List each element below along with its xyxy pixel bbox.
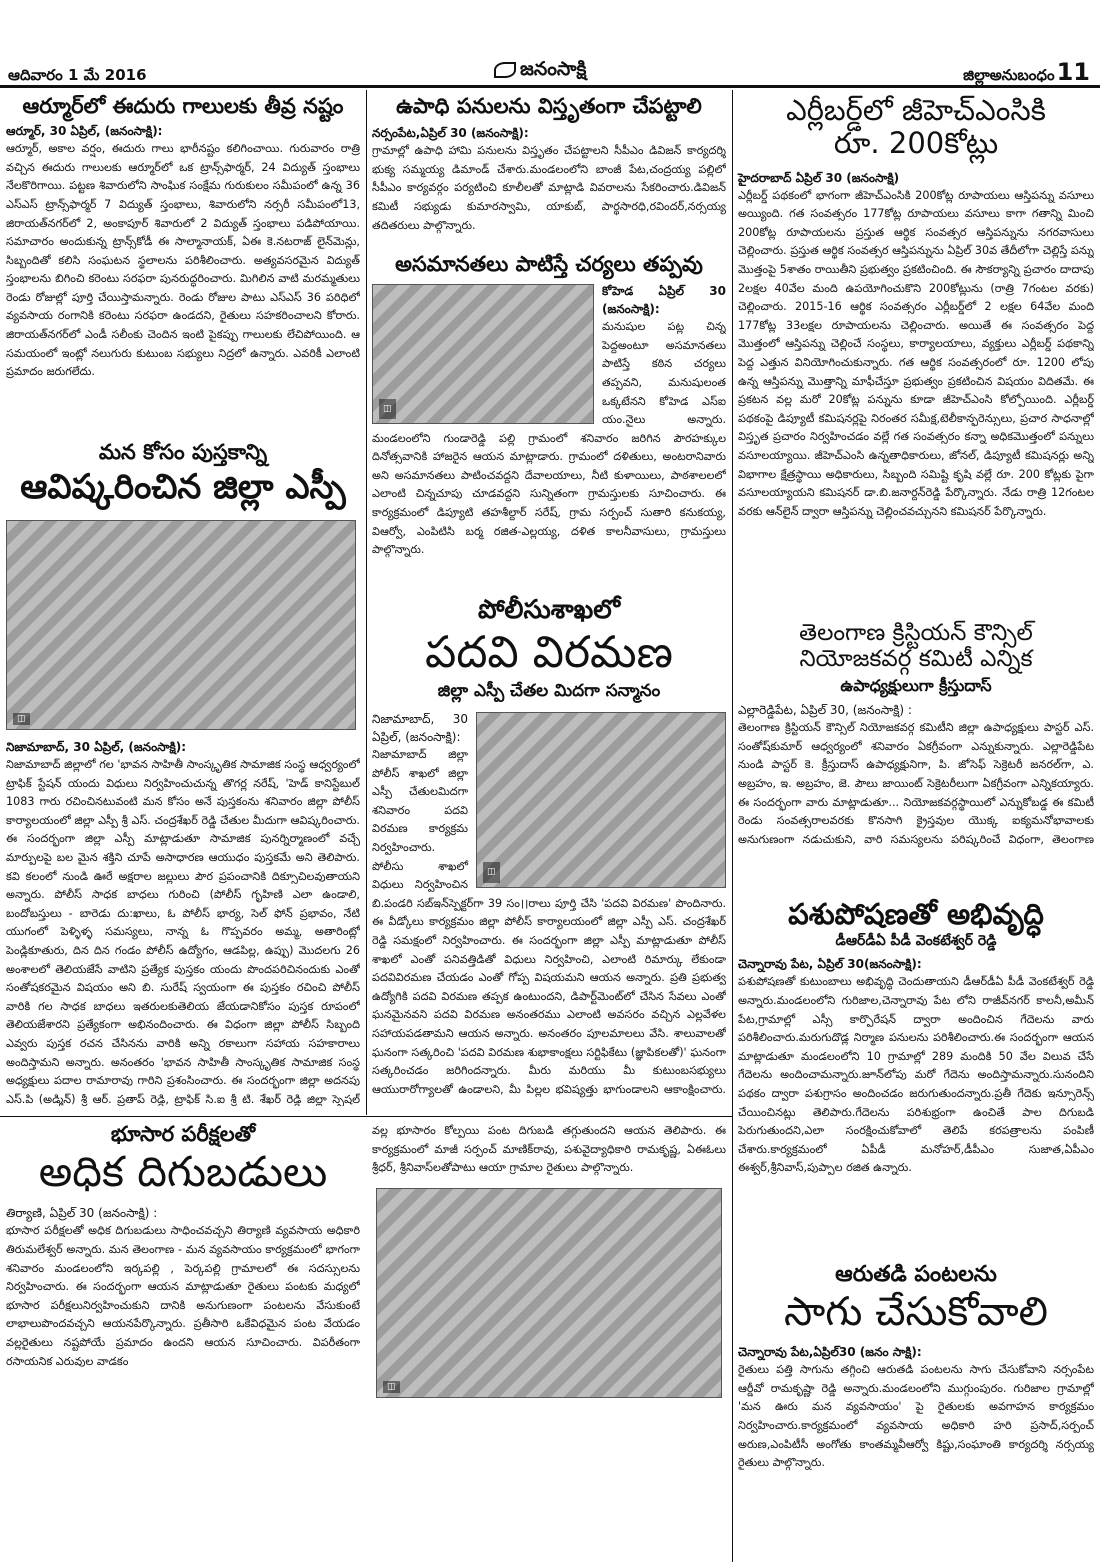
- article-storm-damage: [6, 94, 360, 454]
- farmers-meeting-photo: [376, 1188, 722, 1398]
- retirement-photo: [476, 712, 726, 888]
- article-body: భూసార పరీక్షలతో అధిక దిగుబడులు సాధించవచ్చని తిర్యాణి వ్యవసాయ అధికారి తిరుమలేశ్వర్ అన్నారు. మన తెలంగాణ - మన వ్యవసాయం కార్యక్రమంలో భాగంగా శనివారం మండలంలోని ఇర్కపల్లి , పెర్కపల్లి గ్రామాలలో ఈ సదస్సులను నిర్వహించారు. ఈ సందర్భంగా ఆయన మాట్లాడుతూ రైతులు పంటకు మధ్యలో భూసార పరీక్షలునిర్వహించుకుని దానికి అనుగుణంగా పంటలను వేసుకుంటే లాభాలుపొందవచ్చని ఆయనపేర్కొన్నారు. ప్రతీసారి ఒకేవిధమైన పంట వేయడం వల్లరైతులు నష్టపోయే ప్రమాదం ఉందని ఆయన సూచించారు. విపరీతంగా రసాయనిక ఎరువుల వాడకం: [6, 1224, 360, 1368]
- headline-line-2: నియోజకవర్గ కమిటీ ఎన్నిక: [799, 646, 1033, 673]
- article-book-launch: [6, 440, 360, 507]
- article-body-wrap: [372, 282, 726, 604]
- dateline: నర్సంపేట,ఏప్రిల్ 30 (జనంసాక్షి):: [372, 126, 529, 141]
- logo-text: జనంసాక్షి: [520, 58, 587, 80]
- kicker: ఆరుతడి పంటలను: [835, 1262, 997, 1287]
- page-number: 11: [1056, 58, 1090, 86]
- article-retirement: [372, 596, 726, 1100]
- column-rule-1: [366, 90, 367, 1115]
- article-christian-council: [738, 620, 1094, 849]
- bottom-rule: [0, 1116, 732, 1117]
- dateline: చెన్నారావు పేట, ఏప్రిల్ 30(జనంసాక్షి):: [738, 957, 922, 972]
- headline: సాగు చేసుకోవాలి: [784, 1289, 1048, 1336]
- article-soil-testing: [6, 1122, 360, 1522]
- subhead: డీఆర్‌డీఏ పీడీ వెంకటేశ్వర్ రెడ్డి: [835, 933, 997, 950]
- article-discrimination: [372, 252, 726, 604]
- article-body: ఎర్లీబర్డ్ పథకంలో భాగంగా జీహెచ్‌ఎంసికి 200కోట్ల రూపాయలు ఆస్తిపన్ను వసూలు అయ్యింది. గత సంవత్సరం 177కోట్ల రూపాయలు వసూలు కాగా గతాన్ని మించి 200కోట్ల రూపాయలను ప్రస్తుత ఆర్థిక సంవత్సర ఆస్తిపన్నును నగరవాసులు చెల్లించారు. ప్రస్తుత ఆర్థిక సంవత్సర ఆస్తిపన్నును ఏప్రిల్ 30వ తేదీలోగా చెల్లిస్తే పన్ను మొత్తంపై 5శాతం రాయితీని ప్రభుత్వం ప్రకటించింది. ఈ సౌకర్యాన్ని ప్రచారం దాదాపు 2లక్షల 40వేల మంది ఉపయోగించుకొని 200కోట్లును (రాత్రి 7గంటల వరకు) చెల్లించారు. 2015-16 ఆర్థిక సంవత్సరం ఎర్లీబర్డ్‌లో 2 లక్షల 64వేల మంది 177కోట్ల 33లక్షల రూపాయలను చెల్లించారు. అయితే ఈ సంవత్సరం పెద్ద మొత్తంలో ఆస్తిపన్ను చెల్లించే సంస్థలు, కార్యాలయాలు, వ్యక్తులు ఎర్లీబర్డ్ పథకాన్ని పెద్ద ఎత్తున వినియోగించుకున్నారు. గత ఆర్థిక సంవత్సరంలో రూ. 1200 లోపు ఉన్న ఆస్తిపన్ను మొత్తాన్ని మాఫీచేస్తూ ప్రభుత్వం ప్రకటించిన విషయం విదితమే. ఈ ప్రకటన వల్ల మరో 20కోట్ల పన్నును కూడా జీహెచ్‌ఎంసి కోల్పోయింది. ఎర్లీబర్డ్ పథకంపై డిప్యూటీ కమిషనర్లపై నిరంతర సమీక్ష,టెలీకాన్ఫరెన్సులు, ప్రచార సాధనాల్లో విస్తృత ప్రచారం నిర్వహించడం వల్లే గత సంవత్సరం కన్నా అధికమొత్తంలో పన్నులు వసూలయ్యాయి. జీహెచ్‌ఎంసి ఉన్నతాధికారులు, జోనల్, డిప్యూటీ కమిషనర్లు అన్ని విభాగాల క్షేత్రస్థాయి అధికారులు, సిబ్బంది సమిష్టి కృషి వల్లే రూ. 200 కోట్లకు పైగా వసూలయ్యాయని కమిషనర్ డా.బి.జనార్దన్‌రెడ్డి పేర్కొన్నారు. నేడు రాత్రి 12గంటల వరకు ఆన్‌లైన్ ద్వారా ఆస్తిపన్ను చెల్లించవచ్చునని కమిషనర్ పేర్కొన్నారు.: [738, 188, 1094, 518]
- kicker: భూసార పరీక్షలతో: [110, 1122, 256, 1146]
- article-body: గ్రామాల్లో ఉపాధి హామి పనులను విస్తృతం చేపట్టాలని సీపీఎం డివిజన్ కార్యదర్శి భుక్య సమ్మయ్య డిమాండ్ చేశారు.మండలంలోని బాంజీ పేట,చంద్రయ్య పల్లిలో సీపీఎం కార్యవర్గం పర్యటించి కూలీలతో మాట్లాడి వివరాలను సేకరించారు.డివిజన్ కమిటీ సభ్యుడు కుమారస్వామి, యాకుబ్, పార్థసారధి,రవిందర్,నర్సయ్య తదితరులు పాల్గొన్నారు.: [372, 144, 726, 232]
- article-soil-testing-cont: [372, 1122, 726, 1182]
- article-body: నిజామాబాద్ జిల్లాలో గల 'భావన సాహితీ సాంస్కృతిక సామాజిక సంస్థ ఆధ్వర్యంలో ట్రాఫిక్ స్టేషన్ యందు విధులు నిర్వహించుచున్న తొగర్ల నరేష్, 'హెడ్ కానిస్టేబుల్ 1083 గారు రచించినటువంటి మన కోసం అనే పుస్తకంను శనివారం జిల్లా పోలీస్ కార్యాలయంలో జిల్లా ఎస్పీ శ్రీ ఎస్. చంద్రశేఖర్ రెడ్డి చేతుల మీదుగా ఆవిష్కరించారు. ఈ సందర్భంగా జిల్లా ఎస్పీ మాట్లాడుతూ సామాజిక పునర్నిర్మాణంలో వచ్చే మార్పులపై బల మైన శక్తిని చూపే అసాధారణ ఆయుధం పుస్తకమే అని తెలిపారు. కవి కలంలో నుండి ఊరే అక్షరాల జల్లులు పౌర ప్రపంచానికి దిక్సూచిలవుతాయని అన్నారు. పోలీస్ సాధక బాధలు గురించి (పోలీస్ గృహిణి ఎలా ఉండాలి, బందోబస్తులు - బారెడు దు:ఖాలు, ఓ పోలీస్ భార్య, సెల్ ఫోన్ ప్రభావం, నేటి యుగంలో పెళ్ళిళ్ళ సమస్యలు, నాన్న ఓ గొప్పవరం అమ్మ, అతారింట్లో పెండ్లికూతురు, దిన దిన గండం పోలీస్ ఉద్యోగం, ఆడపిల్ల, ఉప్పు) మొదలగు 26 అంశాలలో తెలియజేసే వాటిని ప్రత్యేక పుస్తకం యందు పొందపరిచినందుకు ఎంతో సంతోషకరమైన విషయం అని బి. సురేష్ స్వయంగా ఈ పుస్తకం రచించి పోలీస్ వారికి గల సాధక బాధలు ఇతరులకుతెలియ జేయడానికోసం పుస్తక రూపంలో తెలియజేశారని ప్రత్యేకంగా అభినందించారు. ఈ విధంగా జిల్లా పోలీస్ సిబ్బంది ఎవ్వరు పుస్తక రచన చేసినను వారికి అన్ని రకాలుగా సహాయ సహకారాలు అందిస్తామని అన్నారు. అనంతరం 'భావన సాహితీ సాంస్కృతిక సామాజిక సంస్థ అధ్యక్షులు పదాల రామారావు గారిని ప్రశంసించారు. ఈ సందర్భంగా జిల్లా అదనపు ఎస్.పి (అడ్మిన్) శ్రీ ఆర్. ప్రతాప్ రెడ్డి, ట్రాఫిక్ సి.ఐ శ్రీ టి. శేఖర్ రెడ్డి జిల్లా స్పెషల్: [6, 758, 360, 1106]
- article-body-lead: మనుషుల పట్ల చిన్న పెద్దఅంటూ అసమానతలు పాటిస్తే కఠిన చర్యలు తప్పవని, మనుషులంత ఒక్కటేనని కోహెడ ఎస్ఐ యం.నైలు అన్నారు. మండలంలోని గుండారెడ్డి: [372, 320, 726, 445]
- masthead: [0, 0, 1100, 88]
- photo-placeholder-icon: ◫: [483, 862, 500, 883]
- subhead: ఉపాధ్యక్షులుగా క్రీస్తుదాస్: [840, 675, 992, 695]
- column-rule-2: [732, 90, 733, 1562]
- article-body-wrap: [372, 710, 726, 1100]
- headline: పశుపోషణతో అభివృద్ధి: [788, 897, 1044, 931]
- headline: ఉపాధి పనులను విస్తృతంగా చేపట్టాలి: [396, 94, 702, 118]
- article-body-cont: వల్ల భూసారం కోల్పయి పంట దిగుబడి తగ్గుతుందని ఆయన తెలిపారు. ఈ కార్యక్రమంలో మాజీ సర్పంచ్ మాణిక్‌రావు, పశువైద్యాధికారి రామకృష్ణ, ఏఈఓలు శ్రీధర్, శ్రీనివాస్‌లతోపాటు ఆయా గ్రామాల రైతులు పాల్గొన్నారు.: [372, 1124, 726, 1175]
- issue-date: ఆదివారం 1 మే 2016: [8, 66, 147, 84]
- dateline: తిర్యాణి, ఏప్రిల్ 30 (జనంసాక్షి) :: [6, 1206, 158, 1221]
- section-name: జిల్లాఅనుబంధం: [963, 66, 1055, 84]
- article-book-launch-body: [6, 738, 360, 1106]
- subhead: జిల్లా ఎస్పీ చేతల మిదగా సన్మానం: [437, 681, 661, 702]
- photo-placeholder-icon: ◫: [379, 399, 396, 420]
- article-body-lead: నిజామాబాద్ జిల్లా పోలీస్ శాఖలో జిల్లా ఎస్పీ చేతులమిదగా శనివారం పదవి విరమణ కార్యక్రమ: [372, 748, 468, 836]
- article-body: నిర్వహించారు. పోలీసు శాఖలో విధులు నిర్వహించిన బి.పండరి సబ్‌ఇన్‌స్పెక్టర్‌గా 39 సం।।రాలు పూర్తి చేసి 'పదవి విరమణ' పొందినారు. ఈ వీడ్కోలు కార్యక్రమం జిల్లా పోలీస్ కార్యాలయంలో జిల్లా ఎస్పీ ఎస్. చంద్రశేఖర్ రెడ్డి సమక్షంలో నిర్వహించారు. ఈ సందర్భంగా జిల్లా ఎస్పీ మాట్లాడుతూ పోలీస్ శాఖలో ఎంతో పనివత్తిడితో విధులు నిర్వహించి, ఎలాంటి రిమార్కు లేకుండా పదవివిరమణ చేయడం ఎంతో గోప్ప విషయమని ఆయన అన్నారు. ప్రతి ప్రభుత్వ ఉద్యోగికి పదవి విరమణ తప్పక ఉంటుందని, డిపార్ట్‌మెంట్‌లో చేసిన సేవలు ఎంతో ఘనమైనవని పదవి విరమణ అనంతరము ఎలాంటి అవసరం వచ్చిన ఎల్లవేళల సహాయపడతామని ఆయన అన్నారు. అనంతరం పూలమాలలు వేసి. శాలువాలతో ఘనంగా సత్కరించి 'పదవి విరమణ శుభాకాంక్షలు సర్టిఫికేటు (జ్ఞాపికలతో)' ఘనంగా సత్కరించడం జరిగిందన్నారు. మీరు మరియు మీ కుటుంబసభ్యులు ఆయురారోగ్యాలతో ఉండాలని, మీ పిల్లల భవిష్యత్తు భాగుండాలని ఆకాంక్షించారు.: [372, 841, 726, 1096]
- article-dry-crops: [738, 1262, 1094, 1511]
- article-animal-husbandry: [738, 898, 1094, 1233]
- dateline: కోహెడ ఏప్రిల్ 30 (జనంసాక్షి):: [602, 284, 726, 317]
- headline: పదవి విరమణ: [425, 626, 673, 678]
- article-body: పల్లి గ్రామంలో శనివారం జరిగిన పౌరహక్కుల దినోత్సవానికి హాజరైన ఆయన మాట్లాడారు. గ్రామంలో దళితులు, అంటరానివారు అని అసమానతలు పాటించవద్దని దేవాలయాలు, నీటి కుళాయిలు, పాఠశాలలలో ఎలాంటి చిన్నచూపు చూడవద్దని సున్నితంగా గ్రామస్తులకు సూచించారు. ఈ కార్యక్రమంలో డిప్యూటి తహశీల్దార్ సరేష్, గ్రామ సర్పంచ్ సుతారి కనుకయ్య, విఆర్వో, ఎంపిటిసి బర్మ రజిత-ఎల్లయ్య, దళిత కాలనీవాసులు, గ్రామస్తులు పాల్గొన్నారు.: [372, 431, 726, 557]
- headline-line-1: తెలంగాణ క్రిస్టియన్ కౌన్సిల్: [799, 620, 1033, 646]
- headline-line-2: రూ. 200కోట్లు: [833, 126, 999, 161]
- kicker: పోలీసుశాఖలో: [477, 595, 621, 625]
- article-body: తెలంగాణ క్రిస్టియన్ కౌన్సిల్ నియోజకవర్గ కమిటీని జిల్లా ఉపాధ్యక్షులు పాస్టర్ ఎస్. సంతోష్‌కుమార్ ఆధ్వర్యంలో శనివారం ఏకగ్రీవంగా ఎన్నుకున్నారు. ఎల్లారెడ్డిపేట నుండి పాస్టర్ కె. క్రీస్తుదాస్ ఉపాధ్యక్షునిగా, పి. జోసెఫ్ సెక్రెటరీ జనరల్‌గా, ఎ. అబ్రహం, ఇ. అబ్రహం, జె. పౌలు జాయింట్ సెక్రెటరీలుగా ఏకగ్రీవంగా ఎన్నికయ్యారు. ఈ సందర్భంగా వారు మాట్లాడుతూ... నియోజకవర్గస్థాయిలో ఎన్నుకోబడ్డ ఈ కమిటీ రెండు సంవత్సరాలవరకు కొనసాగి క్రైస్తవుల యొక్క ఐక్యమనోభావాలకు అనుగుణంగా నడుచుకుని, వారి సమస్యలను పరిష్కరించే విధంగా, తెలంగాణ: [738, 721, 1094, 846]
- section-header: [963, 58, 1090, 88]
- headline: అసమానతలు పాటిస్తే చర్యలు తప్పవు: [395, 252, 703, 276]
- dateline: హైదరాబాద్ ఏప్రిల్ 30 (జనంసాక్షి): [738, 170, 900, 185]
- article-body: పశుపోషణతో కుటుంబాలు అభివృద్ధి చెందుతాయని డీఆర్‌డీఏ పీడీ వెంకటేశ్వర్ రెడ్డి అన్నారు.మండలంలోని గురిజాల,చెన్నారావు పేట లోని రాజీవ్‌నగర్ కాలనీ,అమీన్ పేట,గ్రామాల్లో ఎస్సీ కార్పొరేషన్ ద్వారా అందించిన గేదెలను వారు పరిశీలించారు.మరుగుదొడ్ల నిర్మాణ పనులను పరిశీలించారు.ఈ సందర్భంగా ఆయన మాట్లాడుతూ మండలంలోని 10 గ్రామాల్లో 289 మందికి 50 వేల విలువ చేసే గేదెలను అందించామన్నారు.జూన్‌లోపు మరో గేదెను అందిస్తామన్నారు.సునందిని పథకం ద్వారా పశుగ్రాసం అందించడం జరుగుతుందన్నారు.ప్రతీ గేదెకు ఇన్సూరెన్స్ చేయించినట్లు తెలిపారు.గేదెలను పరిశుభ్రంగా ఉంచితే పాల దిగుబడి పెరుగుతుందని,ఎలా సంరక్షించుకోవాలో తెలిపే కరపత్రాలను పంపిణీ చేశారు.కార్యక్రమంలో ఏపీడీ మనోహర్,డీపీఎం సుజాత,ఏపీఎం ఈశ్వర్,శ్రీనివాస్,పుప్పాల రజిత ఉన్నారు.: [738, 975, 1094, 1175]
- dateline: నిజామాబాద్, 30 ఏప్రిల్, (జనంసాక్షి):: [6, 740, 187, 754]
- dateline: నిజామాబాద్, 30 ఏప్రిల్, (జనంసాక్షి):: [372, 712, 468, 745]
- headline: ఆవిష్కరించిన జిల్లా ఎస్పీ: [20, 467, 346, 508]
- dateline: చెన్నారావు పేట,ఏప్రిల్30 (జనం సాక్షి):: [738, 1345, 922, 1360]
- newspaper-logo: [494, 58, 586, 85]
- dateline: ఎల్లారెడ్డిపేట, ఏప్రిల్ 30, (జనంసాక్షి) :: [738, 703, 912, 718]
- kicker: మన కోసం పుస్తకాన్ని: [98, 440, 268, 464]
- book-launch-photo: [6, 520, 356, 730]
- photo-placeholder-icon: ◫: [13, 713, 30, 725]
- headline-line-1: ఎర్లీబర్డ్‌లో జీహెచ్‌ఎంసికి: [786, 93, 1046, 127]
- dateline: ఆర్మూర్, 30 ఏప్రిల్, (జనంసాక్షి):: [6, 124, 163, 139]
- headline: అధిక దిగుబడులు: [38, 1147, 328, 1197]
- meeting-photo: [372, 284, 594, 424]
- headline: ఆర్మూర్‌లో ఈదురు గాలులకు తీవ్ర నష్టం: [22, 94, 344, 118]
- article-employment-works: [372, 94, 726, 238]
- article-body: ఆర్మూర్, అకాల వర్షం, ఈదురు గాలు భారీనష్టం కలిగించాయి. గురువారం రాత్రి వచ్చిన ఈదురు గాలులకు ఆర్మూర్‌లో ఒక ట్రాన్స్‌ఫార్మర్, 24 విద్యుత్ స్తంభాలు నేలకొరిగాయి. పట్టణ శివారులోని సాంఘిక సంక్షేమ గురుకులం సమీపంలో ఉన్న 36 ఎస్ఎస్ ట్రాన్స్‌ఫార్మర్ 7 విద్యుత్ స్తంభాలు, శివారులోని నర్సరీ సమీపంలో13, జిరాయత్‌నగర్‌లో 2, అంకాపూర్ శివారులో 2 విద్యుత్ స్తంభాలు పడిపోయాయి. సమాచారం అందుకున్న ట్రాన్స్‌కోడీ ఈ సాల్మానాయక్, ఏఈ కె.నటరాజ్ లైన్‌మెన్లు, సిబ్బందితో కలిసి సంఘటన స్థలాలను పరిశీలించారు. అత్యవసరమైన విద్యుత్ స్తంభాలను బిగించి కరెంటు సరఫరా పునరుద్ధరించారు. మిగిలిన వాటి మరమ్మతులు రెండు రోజుల్లో పూర్తి చేయిస్తామన్నారు. రెండు రోజుల పాటు ఎస్ఎస్ 36 పరిధిలో వ్యవసాయ రంగానికి కరెంటు సరఫరా ఉండదని, రైతులు సహకరించాలని కోరారు. జిరాయత్‌నగర్‌లో ఎండీ సలీంకు చెందిన ఇంటి పైకప్పు గాలులకు లేచిపోయింది. ఆ సమయంలో ఇంట్లో నలుగురు కుటుంబ సభ్యులు నిద్రలో ఉన్నారు. ఎవరికీ ఎలాంటి ప్రమాదం జరుగలేదు.: [6, 142, 360, 379]
- article-body: రైతులు పత్తి సాగును తగ్గించి ఆరుతడి పంటలను సాగు చేసుకోవాని నర్సంపేట ఆర్డీవో రామకృష్ణా రెడ్డి అన్నారు.మండలంలోని ముగ్గుంపురం. గురిజాల గ్రామాల్లో 'మన ఊరు మన వ్యవసాయం' పై రైతులకు అవగాహన కార్యక్రమం నిర్వహించారు.కార్యక్రమంలో వ్యవసాయ అధికారి హరి ప్రసాద్,సర్పంచ్ అరుణ,ఎంపిటీసీ అంగోతు కాంతమ్మవీఆర్వో కిష్టు,సంఘాంతి కార్యదర్శి నర్సయ్య రైతులు పాల్గొన్నారు.: [738, 1363, 1094, 1470]
- leaf-logo-icon: [494, 62, 516, 78]
- article-ghmc-tax: [738, 94, 1094, 567]
- photo-placeholder-icon: ◫: [383, 1381, 400, 1393]
